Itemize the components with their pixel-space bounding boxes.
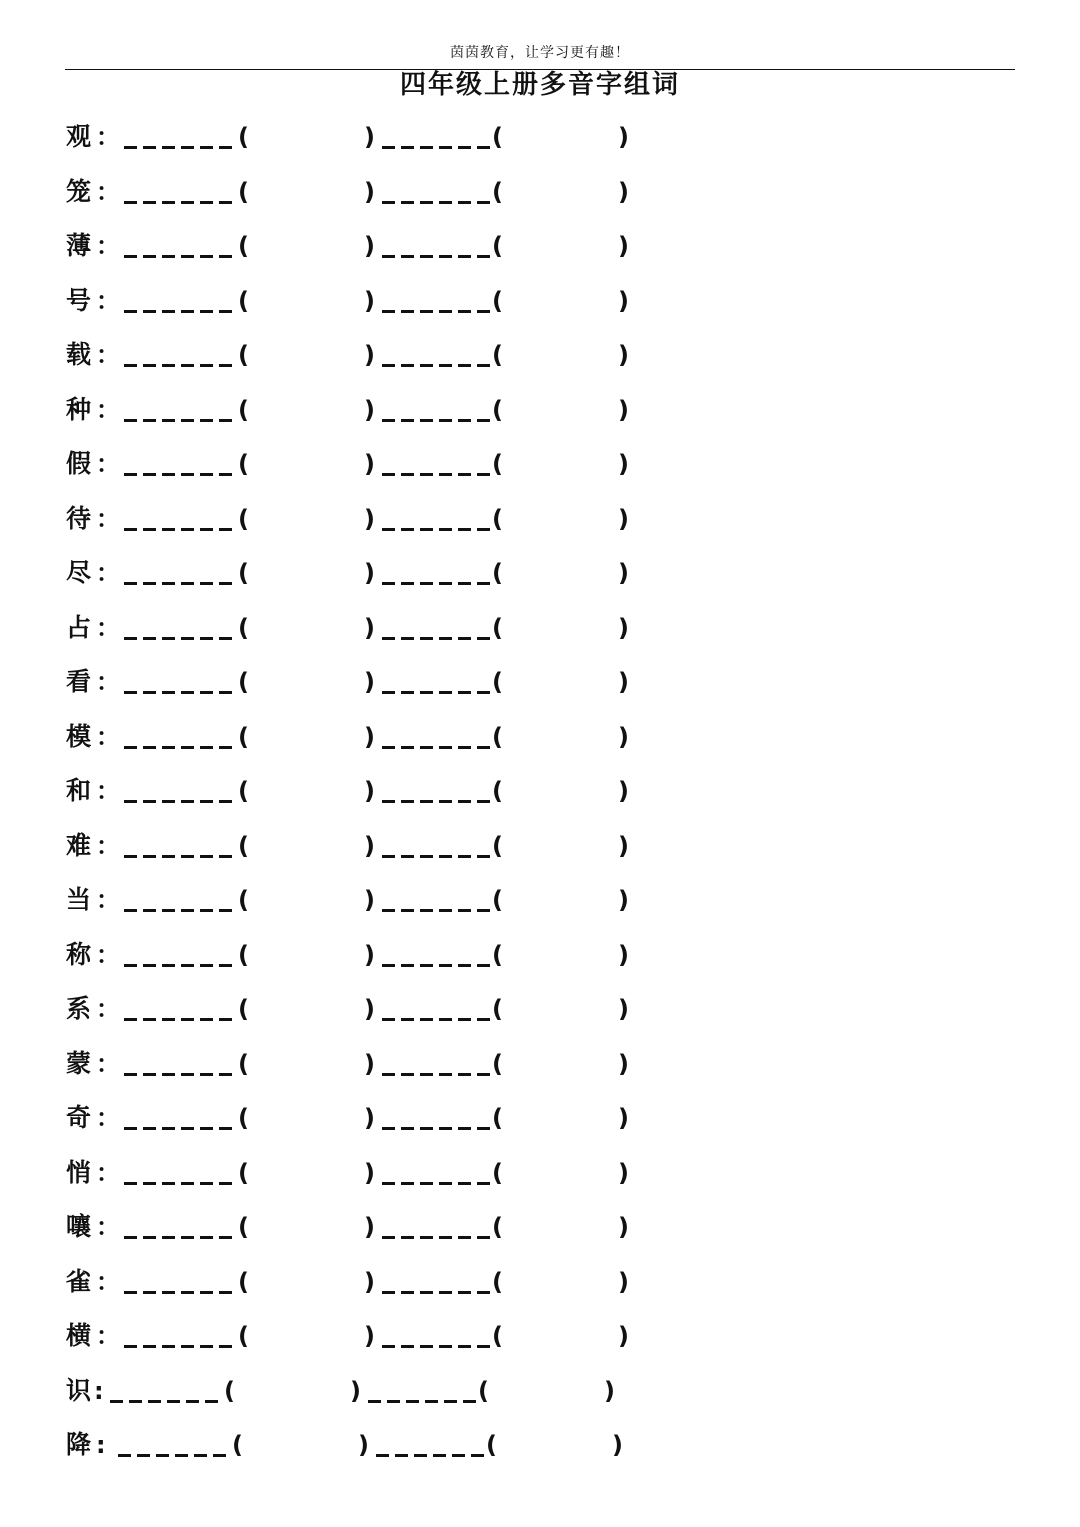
pinyin-blank-1[interactable] — [124, 310, 238, 313]
polyphone-character: 称 — [66, 939, 92, 969]
word-blank-2-open-paren: ( — [492, 1322, 503, 1350]
pinyin-blank-1[interactable] — [124, 1018, 238, 1021]
pinyin-blank-1[interactable] — [124, 800, 238, 803]
word-blank-1-close-paren: ) — [364, 886, 375, 914]
row-colon: : — [96, 1431, 106, 1459]
exercise-row — [66, 108, 766, 163]
pinyin-blank-2[interactable] — [382, 364, 492, 367]
word-blank-2-close-paren: ) — [618, 450, 629, 478]
word-blank-1-close-paren: ) — [364, 559, 375, 587]
exercise-row — [66, 1416, 766, 1471]
polyphone-character: 降 — [66, 1430, 92, 1459]
row-colon: ： — [96, 395, 120, 424]
row-colon: ： — [96, 559, 120, 587]
word-blank-2-open-paren: ( — [492, 1049, 503, 1078]
word-blank-1-open-paren: ( — [238, 123, 249, 151]
word-blank-2-open-paren: ( — [492, 613, 503, 642]
word-blank-2-open-paren: ( — [492, 886, 503, 914]
pinyin-blank-2[interactable] — [382, 1236, 492, 1239]
word-blank-2-open-paren: ( — [492, 831, 503, 860]
pinyin-blank-2[interactable] — [382, 746, 492, 749]
polyphone-character: 号 — [66, 285, 92, 315]
polyphone-character: 待 — [66, 503, 92, 533]
word-blank-1-close-paren: ) — [364, 450, 375, 478]
pinyin-blank-2[interactable] — [382, 1073, 492, 1076]
row-colon: ： — [96, 1158, 120, 1187]
word-blank-1-open-paren: ( — [238, 831, 249, 860]
word-blank-1-open-paren: ( — [238, 1213, 249, 1241]
word-blank-1-close-paren: ) — [364, 1158, 375, 1187]
row-colon: ： — [96, 1322, 120, 1350]
word-blank-1-open-paren: ( — [238, 995, 249, 1023]
exercise-row — [66, 980, 766, 1035]
word-blank-2-open-paren: ( — [492, 777, 503, 805]
word-blank-1-close-paren: ) — [364, 995, 375, 1023]
polyphone-character: 薄 — [66, 231, 92, 260]
word-blank-1-open-paren: ( — [238, 1104, 249, 1132]
pinyin-blank-2[interactable] — [382, 201, 492, 204]
exercise-list — [66, 108, 766, 1471]
pinyin-blank-2[interactable] — [382, 637, 492, 640]
pinyin-blank-2[interactable] — [382, 964, 492, 967]
word-blank-2-close-paren: ) — [618, 559, 629, 587]
pinyin-blank-1[interactable] — [118, 1454, 232, 1457]
word-blank-2-open-paren: ( — [492, 1213, 503, 1241]
exercise-row — [66, 435, 766, 490]
word-blank-1-close-paren: ) — [364, 613, 375, 642]
row-colon: ： — [96, 831, 120, 860]
word-blank-2-close-paren: ) — [618, 395, 629, 424]
word-blank-1-open-paren: ( — [238, 613, 249, 642]
pinyin-blank-2[interactable] — [382, 855, 492, 858]
row-colon: ： — [96, 177, 120, 206]
exercise-row — [66, 1362, 766, 1417]
pinyin-blank-1[interactable] — [124, 691, 238, 694]
pinyin-blank-2[interactable] — [368, 1400, 478, 1403]
word-blank-1-close-paren: ) — [358, 1431, 369, 1459]
worksheet-title: 四年级上册多音字组词 — [399, 70, 680, 100]
word-blank-2-close-paren: ) — [618, 1049, 629, 1078]
pinyin-blank-2[interactable] — [382, 528, 492, 531]
word-blank-2-open-paren: ( — [492, 123, 503, 151]
exercise-row — [66, 272, 766, 327]
word-blank-1-close-paren: ) — [350, 1376, 361, 1405]
word-blank-1-open-paren: ( — [238, 1049, 249, 1078]
word-blank-1-close-paren: ) — [364, 504, 375, 533]
pinyin-blank-2[interactable] — [382, 1345, 492, 1348]
row-colon: ： — [96, 504, 120, 533]
word-blank-1-close-paren: ) — [364, 177, 375, 206]
word-blank-2-open-paren: ( — [492, 1104, 503, 1132]
word-blank-2-close-paren: ) — [618, 1104, 629, 1132]
pinyin-blank-2[interactable] — [382, 473, 492, 476]
word-blank-2-close-paren: ) — [618, 886, 629, 914]
word-blank-2-close-paren: ) — [612, 1431, 623, 1459]
word-blank-2-open-paren: ( — [492, 722, 503, 751]
word-blank-1-close-paren: ) — [364, 668, 375, 696]
pinyin-blank-1[interactable] — [124, 1182, 238, 1185]
row-colon: ： — [96, 722, 120, 751]
word-blank-1-open-paren: ( — [232, 1431, 243, 1459]
pinyin-blank-1[interactable] — [124, 1236, 238, 1239]
exercise-row — [66, 381, 766, 436]
exercise-row — [66, 708, 766, 763]
polyphone-character: 当 — [66, 885, 92, 914]
pinyin-blank-2[interactable] — [382, 1182, 492, 1185]
exercise-row — [66, 817, 766, 872]
pinyin-blank-2[interactable] — [382, 691, 492, 694]
pinyin-blank-1[interactable] — [124, 473, 238, 476]
polyphone-character: 看 — [66, 667, 92, 696]
row-colon: ： — [96, 286, 120, 315]
row-colon: ： — [96, 940, 120, 969]
pinyin-blank-2[interactable] — [382, 1018, 492, 1021]
polyphone-character: 尽 — [66, 558, 92, 587]
pinyin-blank-1[interactable] — [124, 201, 238, 204]
pinyin-blank-1[interactable] — [124, 419, 238, 422]
polyphone-character: 嚷 — [66, 1212, 92, 1241]
exercise-row — [66, 544, 766, 599]
word-blank-2-close-paren: ) — [618, 831, 629, 860]
word-blank-2-close-paren: ) — [618, 1322, 629, 1350]
pinyin-blank-1[interactable] — [124, 1073, 238, 1076]
word-blank-2-open-paren: ( — [492, 395, 503, 424]
word-blank-1-open-paren: ( — [238, 1158, 249, 1187]
row-colon: : — [94, 1376, 104, 1405]
word-blank-2-close-paren: ) — [618, 123, 629, 151]
polyphone-character: 奇 — [66, 1103, 92, 1132]
exercise-row — [66, 1144, 766, 1199]
polyphone-character: 悄 — [66, 1157, 92, 1187]
exercise-row — [66, 163, 766, 218]
word-blank-2-open-paren: ( — [492, 559, 503, 587]
exercise-row — [66, 653, 766, 708]
polyphone-character: 蒙 — [66, 1048, 92, 1078]
pinyin-blank-1[interactable] — [124, 1291, 238, 1294]
word-blank-2-open-paren: ( — [492, 668, 503, 696]
pinyin-blank-2[interactable] — [382, 255, 492, 258]
polyphone-character: 笼 — [66, 176, 92, 206]
word-blank-1-open-paren: ( — [238, 559, 249, 587]
pinyin-blank-1[interactable] — [124, 1127, 238, 1130]
polyphone-character: 种 — [66, 394, 92, 424]
word-blank-1-open-paren: ( — [238, 1267, 249, 1296]
word-blank-1-open-paren: ( — [238, 232, 249, 260]
polyphone-character: 占 — [66, 612, 92, 642]
row-colon: ： — [96, 123, 120, 151]
word-blank-1-close-paren: ) — [364, 395, 375, 424]
word-blank-1-open-paren: ( — [238, 177, 249, 206]
word-blank-1-close-paren: ) — [364, 722, 375, 751]
pinyin-blank-2[interactable] — [382, 419, 492, 422]
pinyin-blank-1[interactable] — [124, 255, 238, 258]
word-blank-1-close-paren: ) — [364, 286, 375, 315]
word-blank-1-open-paren: ( — [238, 777, 249, 805]
polyphone-character: 和 — [66, 776, 92, 805]
word-blank-1-open-paren: ( — [238, 341, 249, 369]
row-colon: ： — [96, 668, 120, 696]
row-colon: ： — [96, 1213, 120, 1241]
word-blank-2-open-paren: ( — [492, 995, 503, 1023]
row-colon: ： — [96, 777, 120, 805]
row-colon: ： — [96, 1104, 120, 1132]
word-blank-2-open-paren: ( — [492, 286, 503, 315]
pinyin-blank-2[interactable] — [382, 310, 492, 313]
exercise-row — [66, 926, 766, 981]
word-blank-1-open-paren: ( — [238, 940, 249, 969]
pinyin-blank-1[interactable] — [124, 582, 238, 585]
word-blank-2-open-paren: ( — [492, 177, 503, 206]
pinyin-blank-2[interactable] — [382, 1127, 492, 1130]
word-blank-1-close-paren: ) — [364, 1104, 375, 1132]
polyphone-character: 系 — [66, 994, 92, 1023]
word-blank-2-open-paren: ( — [492, 341, 503, 369]
polyphone-character: 载 — [66, 340, 92, 369]
word-blank-2-close-paren: ) — [618, 777, 629, 805]
row-colon: ： — [96, 450, 120, 478]
polyphone-character: 识 — [66, 1375, 92, 1405]
word-blank-2-open-paren: ( — [492, 232, 503, 260]
word-blank-1-open-paren: ( — [238, 668, 249, 696]
word-blank-1-close-paren: ) — [364, 1213, 375, 1241]
row-colon: ： — [96, 995, 120, 1023]
pinyin-blank-1[interactable] — [124, 855, 238, 858]
word-blank-2-close-paren: ) — [618, 940, 629, 969]
word-blank-2-close-paren: ) — [618, 286, 629, 315]
polyphone-character: 假 — [66, 449, 92, 478]
pinyin-blank-2[interactable] — [382, 582, 492, 585]
word-blank-2-close-paren: ) — [618, 1213, 629, 1241]
exercise-row — [66, 326, 766, 381]
row-colon: ： — [96, 613, 120, 642]
word-blank-1-open-paren: ( — [224, 1376, 235, 1405]
polyphone-character: 观 — [66, 122, 92, 151]
word-blank-2-close-paren: ) — [604, 1376, 615, 1405]
word-blank-2-close-paren: ) — [618, 613, 629, 642]
word-blank-2-open-paren: ( — [486, 1431, 497, 1459]
word-blank-2-close-paren: ) — [618, 1267, 629, 1296]
word-blank-2-close-paren: ) — [618, 177, 629, 206]
word-blank-1-close-paren: ) — [364, 1267, 375, 1296]
exercise-row — [66, 599, 766, 654]
word-blank-2-open-paren: ( — [492, 940, 503, 969]
row-colon: ： — [96, 1049, 120, 1078]
word-blank-2-close-paren: ) — [618, 995, 629, 1023]
pinyin-blank-1[interactable] — [124, 146, 238, 149]
word-blank-2-open-paren: ( — [492, 1158, 503, 1187]
word-blank-1-open-paren: ( — [238, 286, 249, 315]
word-blank-2-close-paren: ) — [618, 504, 629, 533]
polyphone-character: 模 — [66, 721, 92, 751]
exercise-row — [66, 1035, 766, 1090]
row-colon: ： — [96, 1267, 120, 1296]
word-blank-1-close-paren: ) — [364, 123, 375, 151]
word-blank-1-close-paren: ) — [364, 777, 375, 805]
pinyin-blank-1[interactable] — [124, 909, 238, 912]
exercise-row — [66, 871, 766, 926]
exercise-row — [66, 1253, 766, 1308]
pinyin-blank-1[interactable] — [124, 746, 238, 749]
word-blank-1-open-paren: ( — [238, 395, 249, 424]
word-blank-1-close-paren: ) — [364, 831, 375, 860]
word-blank-1-close-paren: ) — [364, 1049, 375, 1078]
word-blank-1-open-paren: ( — [238, 722, 249, 751]
exercise-row — [66, 490, 766, 545]
word-blank-1-close-paren: ) — [364, 940, 375, 969]
word-blank-1-open-paren: ( — [238, 504, 249, 533]
word-blank-1-close-paren: ) — [364, 341, 375, 369]
pinyin-blank-2[interactable] — [382, 1291, 492, 1294]
exercise-row — [66, 1089, 766, 1144]
word-blank-2-open-paren: ( — [492, 1267, 503, 1296]
pinyin-blank-2[interactable] — [382, 800, 492, 803]
word-blank-2-close-paren: ) — [618, 668, 629, 696]
exercise-row — [66, 217, 766, 272]
exercise-row — [66, 1198, 766, 1253]
pinyin-blank-1[interactable] — [124, 528, 238, 531]
exercise-row — [66, 1307, 766, 1362]
row-colon: ： — [96, 886, 120, 914]
word-blank-2-close-paren: ) — [618, 341, 629, 369]
word-blank-2-close-paren: ) — [618, 722, 629, 751]
pinyin-blank-1[interactable] — [124, 964, 238, 967]
polyphone-character: 难 — [66, 830, 92, 860]
pinyin-blank-1[interactable] — [124, 1345, 238, 1348]
word-blank-2-open-paren: ( — [492, 450, 503, 478]
word-blank-1-open-paren: ( — [238, 1322, 249, 1350]
word-blank-2-open-paren: ( — [492, 504, 503, 533]
word-blank-2-open-paren: ( — [478, 1376, 489, 1405]
exercise-row — [66, 762, 766, 817]
pinyin-blank-1[interactable] — [110, 1400, 224, 1403]
pinyin-blank-1[interactable] — [124, 364, 238, 367]
page-header-slogan: 茵茵教育，让学习更有趣！ — [450, 45, 630, 61]
word-blank-1-close-paren: ) — [364, 232, 375, 260]
word-blank-1-open-paren: ( — [238, 450, 249, 478]
row-colon: ： — [96, 232, 120, 260]
polyphone-character: 横 — [66, 1321, 92, 1350]
polyphone-character: 雀 — [66, 1266, 92, 1296]
pinyin-blank-2[interactable] — [382, 146, 492, 149]
pinyin-blank-1[interactable] — [124, 637, 238, 640]
word-blank-2-close-paren: ) — [618, 232, 629, 260]
pinyin-blank-2[interactable] — [376, 1454, 486, 1457]
word-blank-2-close-paren: ) — [618, 1158, 629, 1187]
word-blank-1-open-paren: ( — [238, 886, 249, 914]
row-colon: ： — [96, 341, 120, 369]
pinyin-blank-2[interactable] — [382, 909, 492, 912]
word-blank-1-close-paren: ) — [364, 1322, 375, 1350]
